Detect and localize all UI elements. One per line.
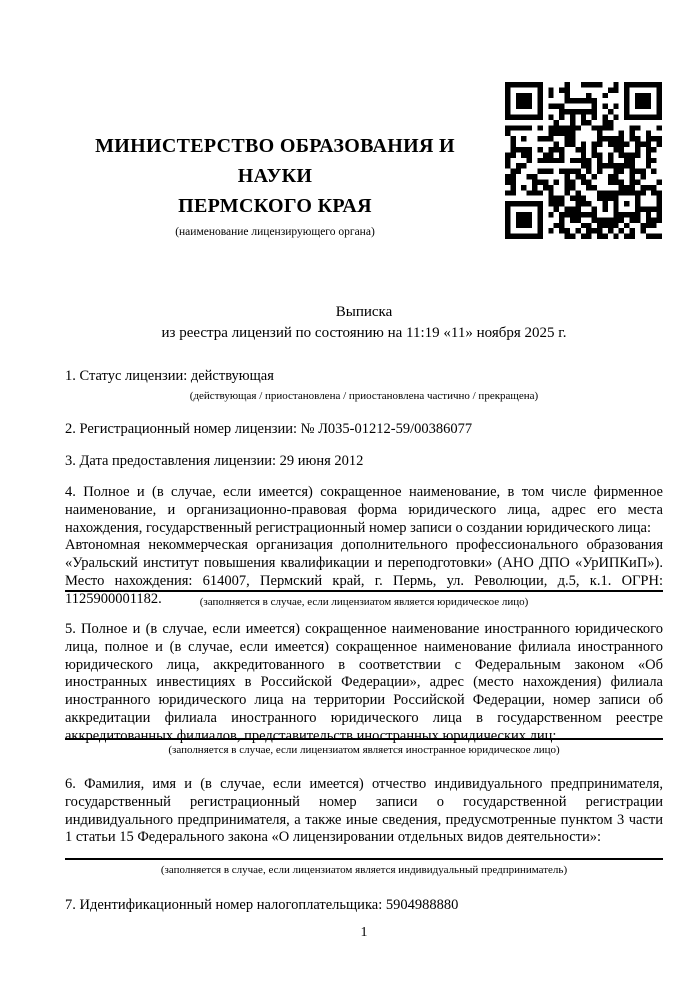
item-license-status: 1. Статус лицензии: действующая	[65, 368, 274, 384]
ministry-name-line2: ПЕРМСКОГО КРАЯ	[178, 195, 372, 217]
item-entrepreneur-rule	[65, 858, 663, 860]
document-title-line2: из реестра лицензий по состоянию на 11:19 «11» ноября 2025 г.	[161, 325, 567, 341]
qr-code-icon	[505, 82, 662, 239]
document-title-line1: Выписка	[335, 304, 393, 320]
item-license-status-caption: (действующая / приостановлена / приостановлена частично / прекращена)	[189, 390, 539, 402]
document-title	[65, 302, 663, 344]
item-legal-entity-value: Автономная некоммерческая организация дополнительного профессионального образования «Уральский институт повышения квалификации и переподготовки» (АНО ДПО «УрИПКиП»). Место нахождения: 614007, Пермский край, г. Пермь, ул. Революции, д.5, к.1. ОГРН: 1125900001182.	[65, 537, 663, 607]
item-entrepreneur-caption: (заполняется в случае, если лицензиатом является индивидуальный предприниматель)	[160, 864, 568, 876]
item-legal-entity-text: 4. Полное и (в случае, если имеется) сокращенное наименование, в том числе фирменное наименование, и организационно-правовая форма юридического лица, адрес его места нахождения, государственный регистрационный номер записи о создании юридического лица:	[65, 484, 663, 536]
page-number: 1	[360, 925, 368, 940]
item-grant-date: 3. Дата предоставления лицензии: 29 июня 2012	[65, 453, 364, 469]
item-registration-number: 2. Регистрационный номер лицензии: № Л035-01212-59/00386077	[65, 421, 473, 437]
item-legal-entity-rule	[65, 590, 663, 592]
item-foreign-entity-caption: (заполняется в случае, если лицензиатом является иностранное юридическое лицо)	[168, 744, 560, 756]
item-foreign-entity: 5. Полное и (в случае, если имеется) сокращенное наименование иностранного юридического лица, полное и (в случае, если имеется) сокращенное наименование филиала иностранного юридического лица, аккредитованного в соответствии с Федеральным законом «Об иностранных инвестициях в Российской Федерации», адрес (место нахождения) филиала иностранного юридического лица на территории Российской Федерации, номер записи об аккредитации филиала иностранного юридического лица в государственном реестре аккредитованных филиалов, представительств иностранных юридических лиц:	[65, 621, 663, 744]
item-foreign-entity-rule	[65, 738, 663, 740]
ministry-name-line1: МИНИСТЕРСТВО ОБРАЗОВАНИЯ И НАУКИ	[95, 135, 455, 187]
item-legal-entity-caption: (заполняется в случае, если лицензиатом является юридическое лицо)	[199, 596, 529, 608]
ministry-name-caption: (наименование лицензирующего органа)	[175, 226, 375, 238]
item-entrepreneur: 6. Фамилия, имя и (в случае, если имеется) отчество индивидуального предпринимателя, государственный регистрационный номер записи о государственной регистрации индивидуального предпринимателя, а также иные сведения, предусмотренные пунктом 3 части 1 статьи 15 Федерального закона «О лицензировании отдельных видов деятельности»:	[65, 776, 663, 846]
item-taxpayer-id: 7. Идентификационный номер налогоплательщика: 5904988880	[65, 897, 459, 913]
licensing-authority-header	[60, 131, 490, 239]
